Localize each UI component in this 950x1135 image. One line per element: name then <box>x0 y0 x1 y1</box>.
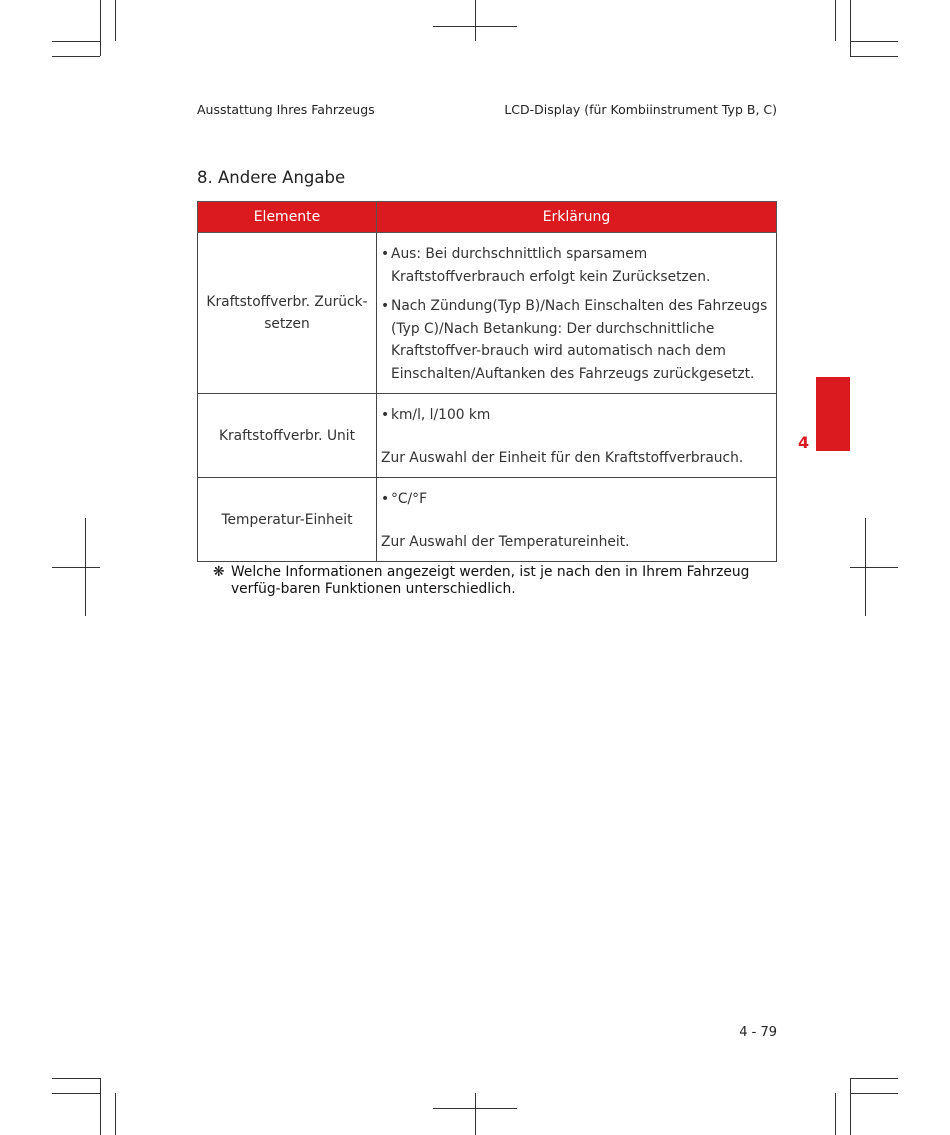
note-text: Welche Informationen angezeigt werden, ist je nach den in Ihrem Fahrzeug verfüg-baren Funktionen unterschiedlich. <box>231 564 750 597</box>
section-title: 8. Andere Angabe <box>197 168 346 187</box>
bullet-text: Aus: Bei durchschnittlich sparsamem Kraftstoffverbrauch erfolgt kein Zurücksetzen. <box>391 246 711 285</box>
chapter-number: 4 <box>798 433 810 452</box>
description-text: Zur Auswahl der Einheit für den Kraftstoffverbrauch. <box>381 449 744 466</box>
table-row <box>198 233 777 394</box>
bullet-text: Nach Zündung(Typ B)/Nach Einschalten des Fahrzeugs (Typ C)/Nach Betankung: Der durchschnittliche Kraftstoffver-brauch wird automatisch nach dem Einschalten/Auftanken des Fahrzeugs zurückgesetzt. <box>391 298 768 382</box>
explanation-cell <box>377 478 777 562</box>
list-item: • Aus: Bei durchschnittlich sparsamem Kraftstoffverbrauch erfolgt kein Zurücksetzen. <box>381 243 772 288</box>
bullet-text: km/l, l/100 km <box>391 407 491 423</box>
element-cell: Kraftstoffverbr. Unit <box>198 394 377 478</box>
running-header-left: Ausstattung Ihres Fahrzeugs <box>197 102 375 117</box>
note-symbol-icon: ❋ <box>213 564 225 580</box>
column-header-erklaerung: Erklärung <box>377 202 777 233</box>
explanation-cell <box>377 394 777 478</box>
list-item: • Nach Zündung(Typ B)/Nach Einschalten des Fahrzeugs (Typ C)/Nach Betankung: Der durchschnittliche Kraftstoffver-brauch wird automatisch nach dem Einschalten/Auftanken des Fahrzeugs zurückgesetzt. <box>381 295 772 385</box>
running-header-right: LCD-Display (für Kombiinstrument Typ B, C) <box>504 102 777 117</box>
bullet-text: °C/°F <box>391 491 428 507</box>
column-header-elemente: Elemente <box>198 202 377 233</box>
chapter-tab <box>816 377 850 451</box>
table-row <box>198 478 777 562</box>
list-item: • km/l, l/100 km <box>381 404 772 427</box>
table-row <box>198 394 777 478</box>
page-number: 4 - 79 <box>739 1025 777 1040</box>
element-cell: Temperatur-Einheit <box>198 478 377 562</box>
settings-table <box>197 201 777 562</box>
description-text: Zur Auswahl der Temperatureinheit. <box>381 533 630 550</box>
list-item: • °C/°F <box>381 488 772 511</box>
table-header-row <box>198 202 777 233</box>
footnote <box>213 564 773 598</box>
explanation-cell <box>377 233 777 394</box>
element-cell: Kraftstoffverbr. Zurück-setzen <box>198 233 377 394</box>
